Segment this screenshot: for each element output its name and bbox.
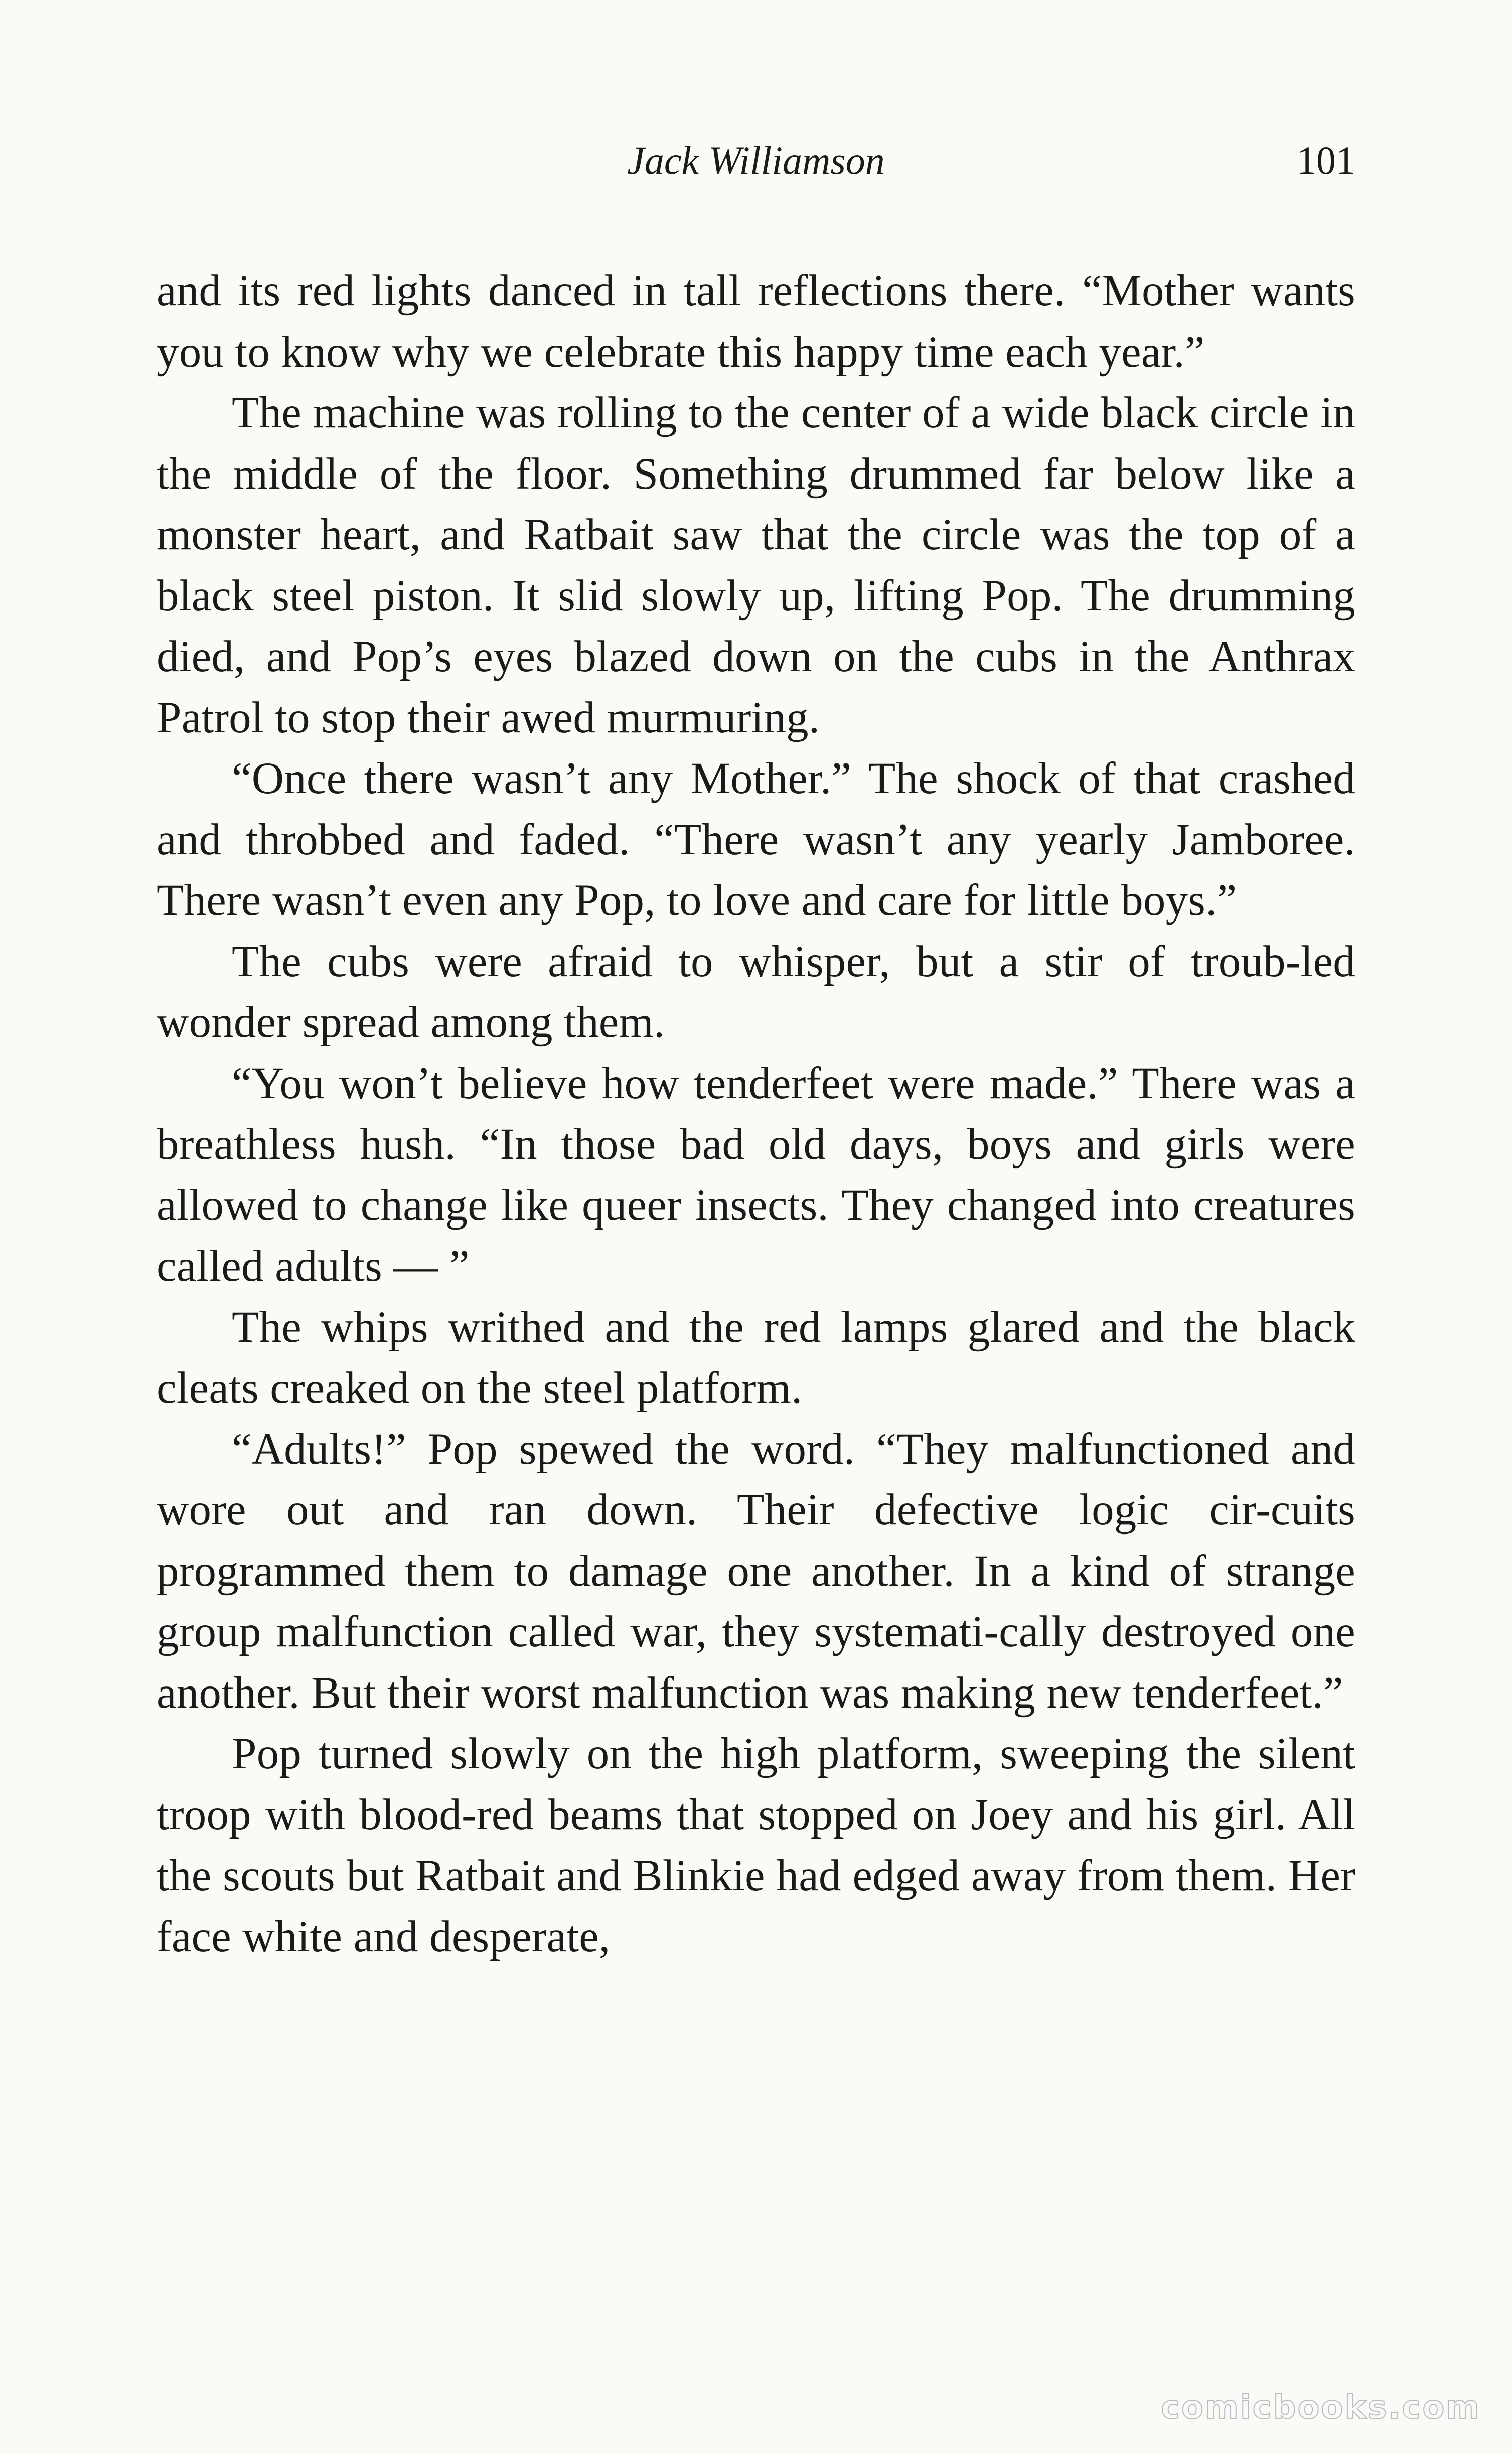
paragraph: “You won’t believe how tenderfeet were made.” There was a breathless hush. “In those bad old days, boys and girls were allowed to change like queer insects. They changed into creatures called adults — ” [157,1058,1355,1291]
page-number: 101 [1297,138,1355,182]
paragraph: and its red lights danced in tall reflections there. “Mother wants you to know why we celebrate this happy time each year.” [157,266,1355,377]
running-head-author: Jack Williamson [627,138,885,182]
watermark: comicbooks.com [1161,2389,1481,2426]
paragraph: The whips writhed and the red lamps glared and the black cleats creaked on the steel platform. [157,1302,1355,1413]
paragraph: The machine was rolling to the center of a wide black circle in the middle of the floor. Something drummed far below like a monster heart, and Ratbait saw that the circle was the top of a black steel piston. It slid slowly up, lifting Pop. The drumming died, and Pop’s eyes blazed down on the cubs in the Anthrax Patrol to stop their awed murmuring. [157,388,1355,742]
paragraph: The cubs were afraid to whisper, but a stir of troub-led wonder spread among them. [157,937,1355,1047]
running-head [157,133,1355,188]
paragraph: “Adults!” Pop spewed the word. “They malfunctioned and wore out and ran down. Their defective logic cir-cuits programmed them to damage one another. In a kind of strange group malfunction called war, they systemati-cally destroyed one another. But their worst malfunction was making new tenderfeet.” [157,1424,1355,1718]
paragraph: Pop turned slowly on the high platform, sweeping the silent troop with blood-red beams that stopped on Joey and his girl. All the scouts but Ratbait and Blinkie had edged away from them. Her face white and desperate, [157,1729,1355,1961]
paragraph: “Once there wasn’t any Mother.” The shock of that crashed and throbbed and faded. “There wasn’t any yearly Jamboree. There wasn’t even any Pop, to love and care for little boys.” [157,754,1355,925]
body-text [157,261,1355,1967]
